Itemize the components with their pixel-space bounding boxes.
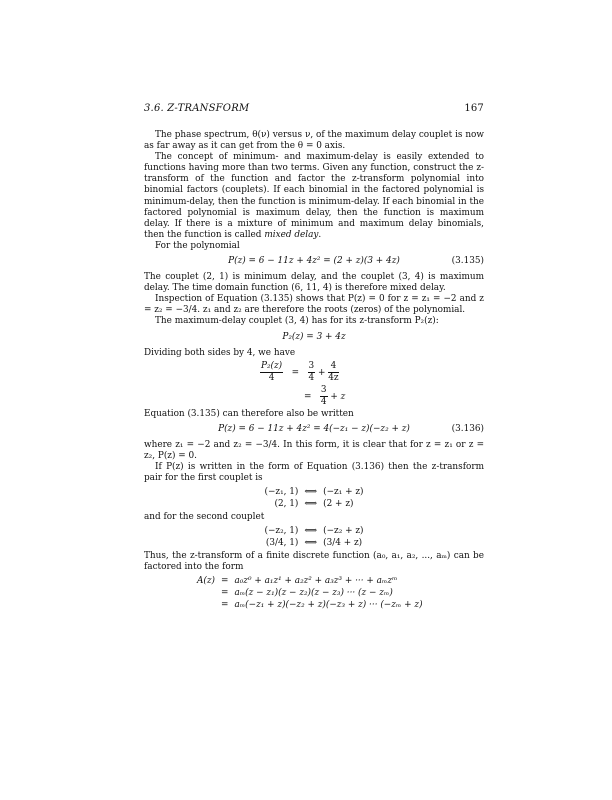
equation-3-135 (144, 254, 484, 270)
fraction: $\frac{3}{4}$ (308, 360, 315, 383)
transform-pairs-second (262, 525, 367, 549)
paragraph: where z₁ = −2 and z₂ = −3/4. In this form, it is clear that for z = z₁ or z = z₂, P(z) = 0. (144, 439, 484, 461)
pair-row: (3/4, 1) ⟺ (3/4 + z) (265, 538, 363, 549)
paragraph: Inspection of Equation (3.135) shows that P(z) = 0 for z = z₁ = −2 and z = z₂ = −3/4. z₁ and z₂ are therefore the roots (zeros) of the polynomial. (144, 294, 484, 316)
equation-body: P(z) = 6 − 11z + 4z² = (2 + z)(3 + 4z) (228, 256, 400, 267)
paragraph: For the polynomial (155, 240, 240, 251)
text-body (144, 130, 484, 613)
fraction: $\frac{4}{4z}$ (328, 360, 339, 383)
equation-3-136 (144, 422, 484, 438)
paragraph: The concept of minimum- and maximum-delay is easily extended to functions having more than two terms. Given any function, construct the z-transform of the function and factor the z-transform polynomial into binomial factors (couplets). If each binomial in the factored polynomial is minimum-delay, then the function is minimum-delay. If each binomial in the factored polynomial is maximum delay, then the function is maximum delay. If there is a mixture of minimum and maximum delay binomials, then the function is called mixed delay. (144, 152, 484, 240)
section-title: 3.6. Z-TRANSFORM (144, 103, 250, 114)
equation-number: (3.136) (451, 423, 484, 434)
equation-p2 (144, 330, 484, 346)
paragraph: Equation (3.135) can therefore also be written (144, 408, 354, 419)
equation-factored-form (194, 575, 426, 611)
paragraph: The phase spectrum, θ(ν) versus ν, of the maximum delay couplet is now as far away as it can get from the θ = 0 axis. (144, 130, 484, 152)
paragraph: Dividing both sides by 4, we have (144, 347, 296, 358)
paragraph: The maximum-delay couplet (3, 4) has for its z-transform P₂(z): (155, 316, 439, 327)
pair-row: (2, 1) ⟺ (2 + z) (274, 499, 354, 510)
paragraph: and for the second couplet (144, 512, 265, 523)
pair-row: (−z₂, 1) ⟺ (−z₂ + z) (264, 526, 364, 537)
page-number: 167 (464, 103, 484, 114)
division-line-1: $\frac{\text{P₂(z)}}{4}$ = $\frac{3}{4}$ + $\frac{4}{4z}$ (261, 360, 339, 383)
equation-body: P(z) = 6 − 11z + 4z² = 4(−z₁ − z)(−z₂ + z) (218, 423, 410, 434)
emphasis: mixed delay (264, 229, 319, 240)
paragraph: The couplet (2, 1) is minimum delay, and the couplet (3, 4) is maximum delay. The time domain function (6, 11, 4) is therefore mixed delay. (144, 272, 484, 294)
equation-row: A(z) = a₀z⁰ + a₁z¹ + a₂z² + a₃z³ + ··· + aₘzᵐ (197, 576, 398, 587)
division-derivation (144, 359, 484, 409)
fraction: $\frac{3}{4}$ (320, 384, 327, 407)
fraction: $\frac{\text{P₂(z)}}{4}$ (261, 360, 283, 383)
running-header (144, 103, 484, 117)
transform-pairs-first (262, 486, 367, 510)
equation-body: P₂(z) = 3 + 4z (282, 331, 346, 342)
paragraph: If P(z) is written in the form of Equation (3.136) then the z-transform pair for the first couplet is (144, 461, 484, 483)
paragraph: Thus, the z-transform of a finite discrete function (a₀, a₁, a₂, ..., aₘ) can be factored into the form (144, 551, 484, 573)
equation-number: (3.135) (451, 256, 484, 267)
division-line-2: = $\frac{3}{4}$ + z (304, 384, 346, 407)
equation-row: = aₘ(−z₁ + z)(−z₂ + z)(−z₃ + z) ··· (−zₘ + z) (221, 600, 423, 611)
pair-row: (−z₁, 1) ⟺ (−z₁ + z) (264, 487, 364, 498)
equation-row: = aₘ(z − z₁)(z − z₂)(z − z₃) ··· (z − zₘ) (221, 588, 393, 599)
